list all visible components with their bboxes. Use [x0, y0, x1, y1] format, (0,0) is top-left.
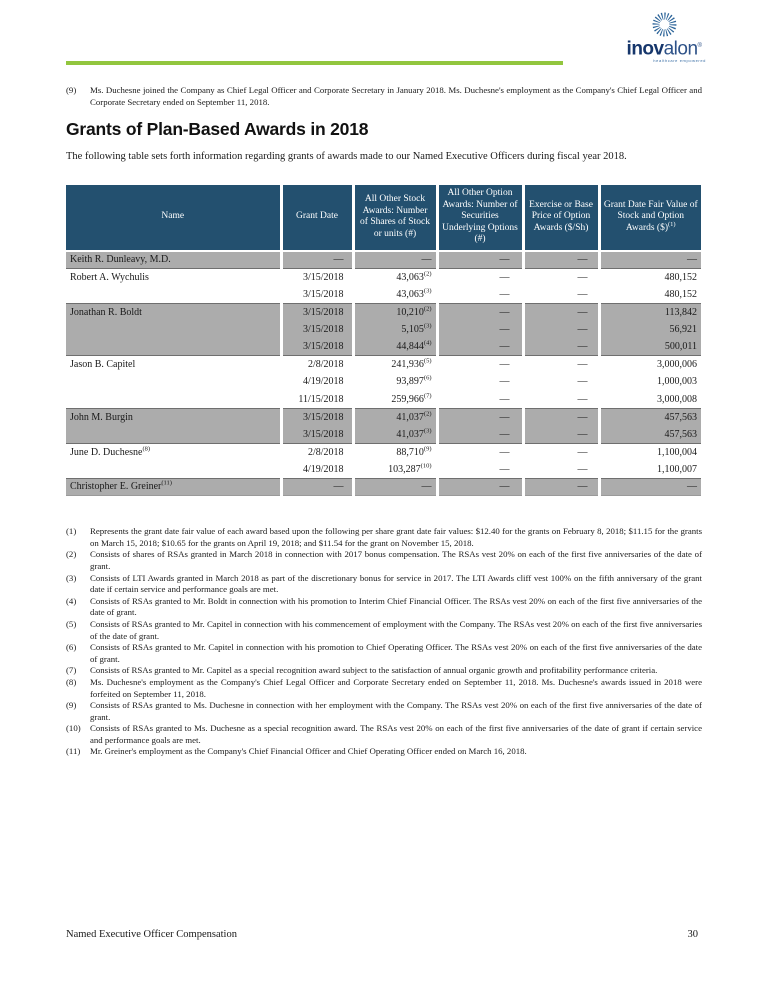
table-row: [66, 356, 701, 374]
column-header-option-awards: All Other Option Awards: Number of Securities Underlying Options (#): [437, 185, 523, 251]
footnote-item: [66, 573, 702, 596]
cell-exercise-price: —: [523, 478, 599, 496]
page-footer: [66, 929, 698, 940]
intro-paragraph: The following table sets forth information regarding grants of awards made to our Named Executive Officers during fiscal year 2018.: [66, 151, 627, 163]
cell-fair-value: 113,842: [599, 303, 701, 321]
cell-option-awards: —: [437, 408, 523, 426]
cell-fair-value: 1,100,004: [599, 443, 701, 461]
inovalon-logo: [614, 11, 714, 63]
cell-exercise-price: —: [523, 251, 599, 269]
cell-fair-value: 500,011: [599, 338, 701, 356]
cell-stock-awards: 241,936$^{(5)}$: [353, 356, 437, 374]
page-number: 30: [687, 929, 698, 940]
cell-stock-awards: —: [353, 478, 437, 496]
table-row: [66, 443, 701, 461]
cell-name: [66, 461, 281, 479]
cell-stock-awards: 41,037$^{(2)}$: [353, 408, 437, 426]
table-row: [66, 373, 701, 391]
cell-grant-date: 2/8/2018: [281, 443, 353, 461]
cell-option-awards: —: [437, 426, 523, 444]
cell-grant-date: 3/15/2018: [281, 321, 353, 339]
footnote-text: Consists of RSAs granted to Mr. Capitel as a special recognition award subject to the satisfaction of annual organic growth and profitability performance criteria.: [90, 665, 658, 676]
cell-exercise-price: —: [523, 321, 599, 339]
cell-exercise-price: —: [523, 461, 599, 479]
footnote-number: (3): [66, 572, 77, 583]
cell-grant-date: 4/19/2018: [281, 373, 353, 391]
footnote-number: (11): [66, 746, 81, 757]
cell-name: [66, 426, 281, 444]
table-row: [66, 461, 701, 479]
grants-table-body: [66, 251, 701, 496]
cell-exercise-price: —: [523, 391, 599, 409]
footnote-top-text: Ms. Duchesne joined the Company as Chief Legal Officer and Corporate Secretary in January 2018. Ms. Duchesne's employment as the Company's Chief Legal Officer and Corporate Secretary ended on September 11, 2018.: [90, 85, 702, 107]
cell-name: Jason B. Capitel: [66, 356, 281, 374]
cell-stock-awards: 41,037$^{(3)}$: [353, 426, 437, 444]
footnote-text: Consists of shares of RSAs granted in March 2018 in connection with 2017 bonus compensation. The RSAs vest 20% on each of the first five anniversaries of the date of grant.: [90, 549, 702, 571]
column-header-grant-date: Grant Date: [281, 185, 353, 251]
column-header-fair-value: Grant Date Fair Value of Stock and Option Awards ($)$^{(1)}$: [599, 185, 701, 251]
cell-stock-awards: 10,210$^{(2)}$: [353, 303, 437, 321]
table-row: [66, 286, 701, 304]
footnote-text: Represents the grant date fair value of each award based upon the following per share grant date fair values: $12.40 for the grants on February 8, 2018; $11.15 for the grants on March 15, 2018; $10.65 for the grants on April 19, 2018; and $11.54 for the grant on November 15, 2018.: [90, 526, 702, 548]
cell-grant-date: 3/15/2018: [281, 268, 353, 286]
cell-stock-awards: 88,710$^{(9)}$: [353, 443, 437, 461]
footnote-number: (4): [66, 595, 77, 606]
cell-grant-date: 2/8/2018: [281, 356, 353, 374]
footnote-number: (2): [66, 549, 77, 560]
cell-option-awards: —: [437, 443, 523, 461]
grants-table-header: [66, 185, 701, 251]
footnote-number: (6): [66, 642, 77, 653]
cell-option-awards: —: [437, 461, 523, 479]
cell-exercise-price: —: [523, 338, 599, 356]
cell-exercise-price: —: [523, 443, 599, 461]
table-row: [66, 268, 701, 286]
footnote-number: (8): [66, 676, 77, 687]
cell-fair-value: 480,152: [599, 286, 701, 304]
cell-exercise-price: —: [523, 408, 599, 426]
footnote-number: (5): [66, 618, 77, 629]
cell-name: [66, 373, 281, 391]
cell-name: Jonathan R. Boldt: [66, 303, 281, 321]
footnote-number: (10): [66, 723, 81, 734]
column-header-stock-awards: All Other Stock Awards: Number of Shares of Stock or units (#): [353, 185, 437, 251]
table-row: [66, 321, 701, 339]
footnote-text: Consists of RSAs granted to Ms. Duchesne as a special recognition award. The RSAs vest 20% on each of the first five anniversaries of the date of grant if certain service and performance goals are met.: [90, 723, 702, 745]
footnote-text: Consists of LTI Awards granted in March 2018 as part of the discretionary bonus for service in 2017. The LTI Awards cliff vest 100% on the fifth anniversary of the grant date if certain service and performance goals are met.: [90, 572, 702, 595]
cell-fair-value: 457,563: [599, 408, 701, 426]
column-header-name: Name: [66, 185, 281, 251]
cell-option-awards: —: [437, 251, 523, 269]
cell-option-awards: —: [437, 303, 523, 321]
cell-option-awards: —: [437, 286, 523, 304]
cell-name: John M. Burgin: [66, 408, 281, 426]
cell-option-awards: —: [437, 478, 523, 496]
cell-grant-date: —: [281, 251, 353, 269]
cell-fair-value: 1,000,003: [599, 373, 701, 391]
cell-name: June D. Duchesne$^{(8)}$: [66, 443, 281, 461]
cell-stock-awards: 259,966$^{(7)}$: [353, 391, 437, 409]
cell-grant-date: 3/15/2018: [281, 426, 353, 444]
logo-wordmark: [614, 36, 714, 59]
grants-table: [66, 185, 701, 497]
cell-exercise-price: —: [523, 373, 599, 391]
footnote-text: Consists of RSAs granted to Mr. Capitel in connection with his promotion to Chief Operating Officer. The RSAs vest 20% on each of the first five anniversaries of the date of grant.: [90, 642, 702, 664]
cell-fair-value: —: [599, 478, 701, 496]
cell-grant-date: 4/19/2018: [281, 461, 353, 479]
cell-stock-awards: 93,897$^{(6)}$: [353, 373, 437, 391]
cell-fair-value: 457,563: [599, 426, 701, 444]
page-header: [0, 0, 768, 70]
cell-option-awards: —: [437, 356, 523, 374]
footnote-number: (1): [66, 526, 77, 537]
cell-name: [66, 338, 281, 356]
column-header-exercise-price: Exercise or Base Price of Option Awards ($/Sh): [523, 185, 599, 251]
table-row: [66, 391, 701, 409]
cell-stock-awards: 103,287$^{(10)}$: [353, 461, 437, 479]
table-row: [66, 251, 701, 269]
cell-exercise-price: —: [523, 268, 599, 286]
footnote-number: (7): [66, 665, 77, 676]
footnote-text: Ms. Duchesne's employment as the Company's Chief Legal Officer and Corporate Secretary ended on September 11, 2018. Ms. Duchesne's awards issued in 2018 were forfeited on September 11, 2018.: [90, 676, 702, 699]
cell-fair-value: 1,100,007: [599, 461, 701, 479]
footnotes-list: [66, 526, 702, 758]
footnote-text: Consists of RSAs granted to Mr. Capitel in connection with his commencement of employment with the Company. The RSAs vest 20% on each of the first five anniversaries of the date of grant.: [90, 618, 702, 641]
cell-grant-date: 3/15/2018: [281, 338, 353, 356]
cell-fair-value: 480,152: [599, 268, 701, 286]
footnote-item: [66, 665, 702, 677]
header-row: [66, 185, 701, 251]
cell-stock-awards: 44,844$^{(4)}$: [353, 338, 437, 356]
footnote-item: [66, 642, 702, 665]
footnote-item: [66, 526, 702, 549]
footnote-number: (9): [66, 700, 77, 711]
cell-exercise-price: —: [523, 286, 599, 304]
cell-name: Christopher E. Greiner$^{(11)}$: [66, 478, 281, 496]
logo-tagline: healthcare empowered: [653, 58, 706, 64]
footnote-item: [66, 619, 702, 642]
page-title: Grants of Plan-Based Awards in 2018: [66, 119, 369, 140]
cell-name: [66, 391, 281, 409]
table-row: [66, 303, 701, 321]
footnote-item: [66, 677, 702, 700]
table-row: [66, 426, 701, 444]
cell-name: Keith R. Dunleavy, M.D.: [66, 251, 281, 269]
footer-section-title: Named Executive Officer Compensation: [66, 929, 237, 940]
cell-option-awards: —: [437, 321, 523, 339]
cell-stock-awards: 5,105$^{(3)}$: [353, 321, 437, 339]
logo-wordmark-light: alon: [663, 38, 698, 60]
footnote-text: Mr. Greiner's employment as the Company's Chief Financial Officer and Chief Operating Officer ended on March 16, 2018.: [90, 746, 527, 757]
footnote-item: [66, 596, 702, 619]
footnote-text: Consists of RSAs granted to Mr. Boldt in connection with his promotion to Interim Chief Financial Officer. The RSAs vest 20% on each of the first five anniversaries of the date of grant.: [90, 595, 702, 618]
cell-grant-date: 3/15/2018: [281, 408, 353, 426]
cell-stock-awards: 43,063$^{(3)}$: [353, 286, 437, 304]
footnote-item: [66, 746, 702, 758]
footnote-top: [66, 85, 702, 108]
registered-mark: ®: [697, 43, 702, 49]
cell-exercise-price: —: [523, 426, 599, 444]
cell-fair-value: 3,000,008: [599, 391, 701, 409]
cell-fair-value: —: [599, 251, 701, 269]
cell-name: [66, 321, 281, 339]
cell-option-awards: —: [437, 373, 523, 391]
footnote-text: Consists of RSAs granted to Ms. Duchesne in connection with her employment with the Company. The RSAs vest 20% on each of the first five anniversaries of the date of grant.: [90, 700, 702, 722]
cell-grant-date: 11/15/2018: [281, 391, 353, 409]
cell-option-awards: —: [437, 268, 523, 286]
cell-grant-date: —: [281, 478, 353, 496]
cell-exercise-price: —: [523, 303, 599, 321]
footnote-item: [66, 723, 702, 746]
logo-wordmark-bold: inov: [626, 38, 664, 60]
table-row: [66, 478, 701, 496]
cell-grant-date: 3/15/2018: [281, 303, 353, 321]
cell-fair-value: 3,000,006: [599, 356, 701, 374]
footnote-item: [66, 549, 702, 572]
table-row: [66, 408, 701, 426]
cell-option-awards: —: [437, 391, 523, 409]
cell-grant-date: 3/15/2018: [281, 286, 353, 304]
footnote-item: [66, 700, 702, 723]
cell-option-awards: —: [437, 338, 523, 356]
cell-stock-awards: —: [353, 251, 437, 269]
cell-exercise-price: —: [523, 356, 599, 374]
cell-name: [66, 286, 281, 304]
header-rule: [66, 61, 563, 65]
footnote-top-number: (9): [66, 85, 77, 95]
cell-fair-value: 56,921: [599, 321, 701, 339]
table-row: [66, 338, 701, 356]
cell-stock-awards: 43,063$^{(2)}$: [353, 268, 437, 286]
cell-name: Robert A. Wychulis: [66, 268, 281, 286]
logo-swirl-icon: [651, 11, 678, 38]
page-content: [0, 85, 768, 758]
